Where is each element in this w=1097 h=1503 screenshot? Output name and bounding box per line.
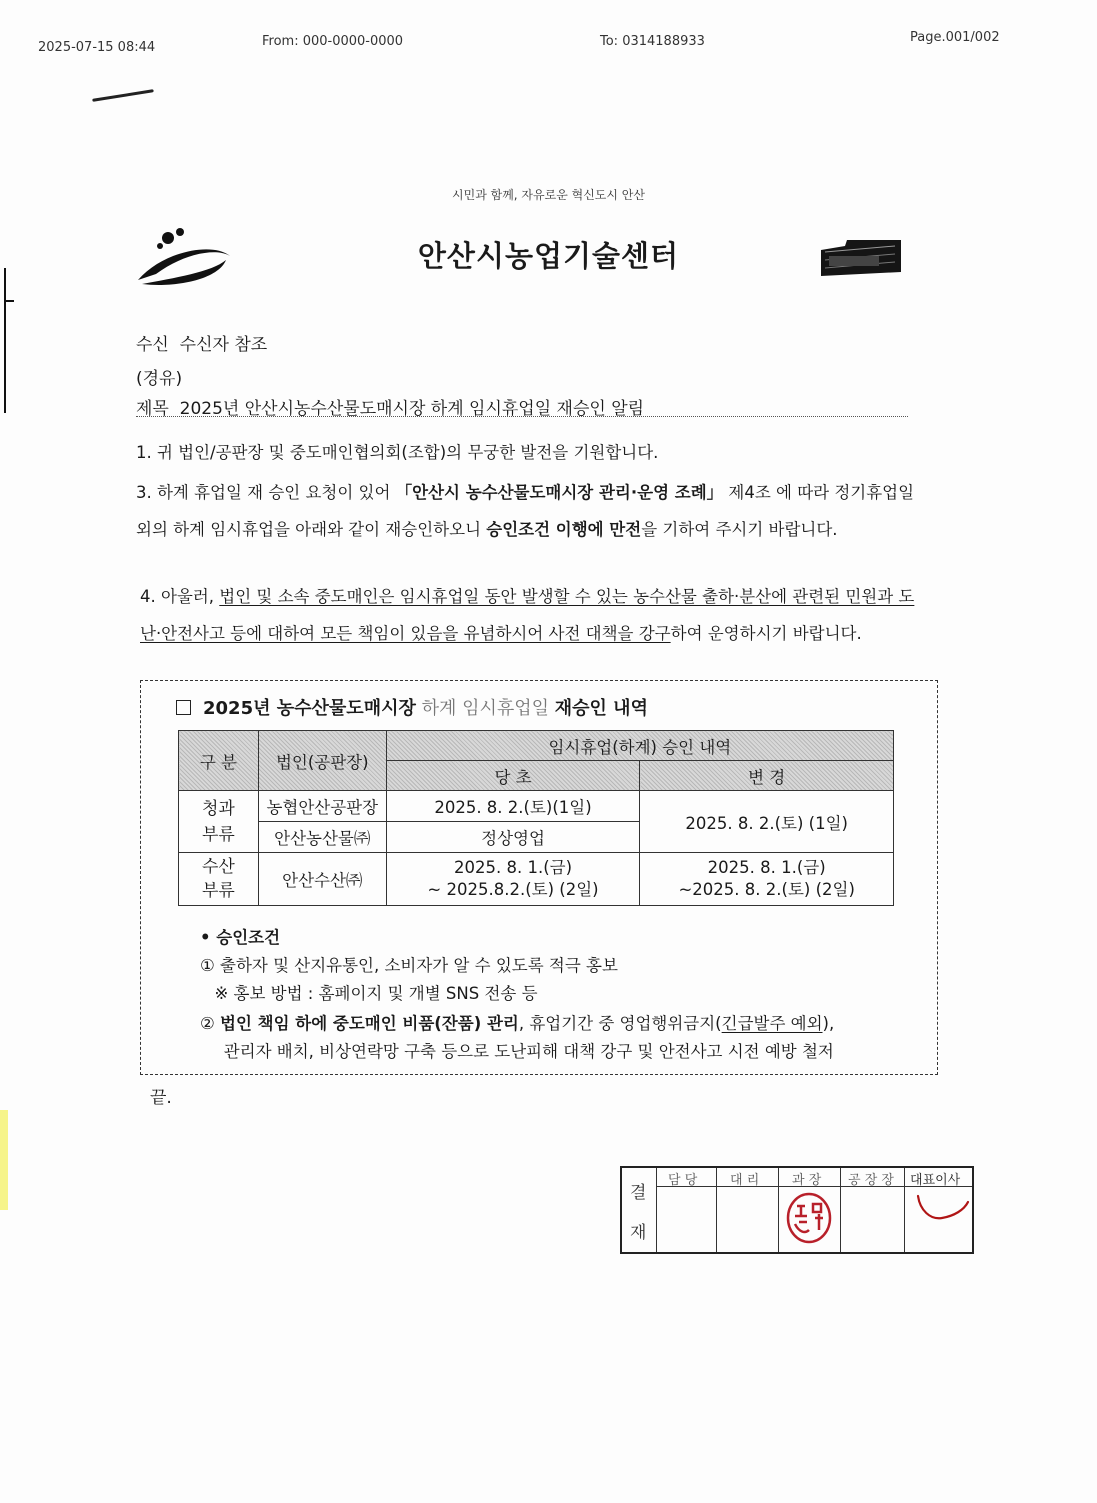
row3-corporation: 안산수산㈜ [258,853,386,906]
paragraph-1 [136,434,916,471]
handwritten-signature-icon [912,1192,972,1226]
row3-changed: 2025. 8. 1.(금) ~2025. 8. 2.(토) (2일) [640,853,894,906]
paragraph-3-text-a: 3. 하계 휴업일 재 승인 요청이 있어 [136,483,396,502]
row3-original: 2025. 8. 1.(금) ~ 2025.8.2.(토) (2일) [386,853,640,906]
row2-original: 정상영업 [386,822,640,853]
condition-2 [200,1010,834,1034]
paragraph-1-text: 1. 귀 법인/공판장 및 중도매인협의회(조합)의 무궁한 발전을 기원합니다. [136,443,659,462]
fax-datetime: 2025-07-15 08:44 [38,40,156,55]
group-seafood: 수산 부류 [179,853,259,906]
header-divider [136,416,908,417]
condition-2-line-2: 관리자 배치, 비상연락망 구축 등으로 도난피해 대책 강구 및 안전사고 시전 예방 철저 [208,1042,834,1061]
fax-page-number: Page.001/002 [910,30,1000,45]
row2-corporation: 안산농산물㈜ [258,822,386,853]
organization-name: 안산시농업기술센터 [417,239,680,273]
approval-col-manager: 과 장 [792,1173,822,1188]
paragraph-4-text-c: 하여 운영하시기 바랍니다. [670,624,862,643]
paragraph-3 [136,474,920,548]
red-seal-stamp-icon [785,1192,833,1244]
row1-original: 2025. 8. 2.(토)(1일) [386,791,640,822]
letterhead-slogan: 시민과 함께, 자유로운 혁신도시 안산 [452,188,645,202]
ordinance-title: 「안산시 농수산물도매시장 관리·운영 조례」 [395,483,724,502]
paragraph-3-text-c: 제4조 에 따라 정기휴업일 외의 하계 임시휴업을 아래와 같이 재승인하오니 [136,483,920,539]
paragraph-3-emphasis: 승인조건 이행에 만전 [486,520,642,539]
approval-col-ceo: 대표이사 [910,1173,961,1188]
fax-to: To: 0314188933 [600,34,705,49]
header-category: 구 분 [179,731,259,791]
conditions-title: • 승인조건 [200,928,281,947]
header-original: 당 초 [386,761,640,791]
header-corporation: 법인(공판장) [258,731,386,791]
box-title-a: 2025년 농수산물도매시장 [203,698,416,719]
via-line: (경유) [136,369,183,389]
paragraph-4 [140,578,920,652]
box-title-c: 재승인 내역 [554,698,648,719]
anniversary-emblem-icon [815,236,905,280]
paragraph-3-text-e: 을 기하여 주시기 바랍니다. [641,520,838,539]
subject-line: 제목 2025년 안산시농수산물도매시장 하계 임시휴업일 재승인 알림 [136,399,645,419]
box-title-b: 하계 임시휴업일 [415,698,555,719]
recipient-line: 수신 수신자 참조 [136,335,268,355]
box-title [176,694,648,720]
approval-col-plant-head: 공 장 장 [848,1173,894,1188]
closure-table [178,730,894,906]
condition-2-number: ② [200,1014,221,1033]
condition-1-note: ※ 홍보 방법 : 홈페이지 및 개별 SNS 전송 등 [204,984,538,1003]
scan-edge-highlight [0,1110,8,1210]
pen-mark [92,89,154,102]
approval-col-staff: 담 당 [668,1173,698,1188]
checkbox-square-icon [176,700,191,715]
row1-corporation: 농협안산공판장 [258,791,386,822]
approval-col-assistant: 대 리 [730,1173,760,1188]
condition-2-underlined: 긴급발주 예외 [721,1014,823,1033]
header-changed: 변 경 [640,761,894,791]
header-approval: 임시휴업(하계) 승인 내역 [386,731,893,761]
group-produce: 청과 부류 [179,791,259,853]
scan-edge-tick [4,300,14,302]
paragraph-4-underlined: 법인 및 소속 중도매인은 임시휴업일 동안 발생할 수 있는 농수산물 출하·분산에 관련된 민원과 도난·안전사고 등에 대하여 모든 책임이 있음을 유념하시어 사전 대책을 강구 [140,587,915,643]
condition-2-bold: 법인 책임 하에 중도매인 비품(잔품) 관리 [220,1014,519,1033]
condition-1: ① 출하자 및 산지유통인, 소비자가 알 수 있도록 적극 홍보 [200,956,618,975]
approval-side-label-2: 재 [630,1223,647,1243]
fax-from: From: 000-0000-0000 [262,34,404,49]
scan-edge-mark [4,268,6,413]
paragraph-4-text-a: 4. 아울러, [140,587,220,606]
condition-2-rest: , 휴업기간 중 영업행위금지( [518,1014,722,1033]
approval-side-label-1: 결 [630,1183,647,1203]
condition-2-end: ), [822,1014,835,1033]
produce-changed: 2025. 8. 2.(토) (1일) [640,791,894,853]
end-mark: 끝. [150,1088,172,1108]
